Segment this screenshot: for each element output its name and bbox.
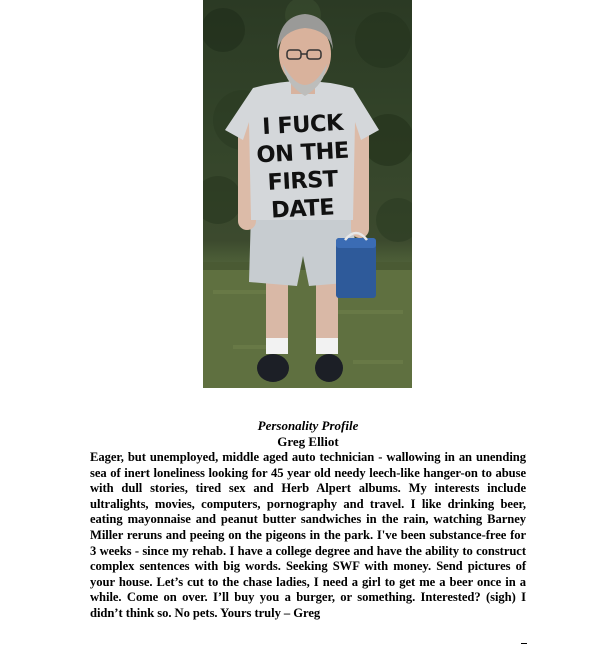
shirt-line-1: I FUCK <box>261 109 344 141</box>
profile-heading: Personality Profile <box>257 418 359 433</box>
personality-profile <box>90 418 526 622</box>
shirt-line-4: DATE <box>270 194 335 224</box>
profile-body: Eager, but unemployed, middle aged auto technician - wallowing in an unending sea of inert loneliness looking for 45 year old needy leech-like hanger-on to abuse with dull stories, tired sex and Herb Alpert albums. My interests include ultralights, movies, computers, pornography and travel. I like drinking beer, eating mayonnaise and peanut butter sandwiches in the rain, watching Barney Miller reruns and peeing on the pigeons in the park. I've been substance-free for 3 weeks - since my rehab. I have a college degree and have the ability to construct complex sentences with big words. Seeking SWF with money. Send pictures of your house. Let’s cut to the chase ladies, I need a girl to get me a beer once in a while. Come on over. I’ll buy you a burger, or something. Interested? (sigh) I didn’t think so. No pets. Yours truly – Greg <box>90 450 526 620</box>
profile-photo <box>203 0 412 388</box>
profile-name: Greg Elliot <box>277 434 339 449</box>
end-mark <box>521 643 527 644</box>
shirt-line-2: ON THE <box>255 137 350 169</box>
shirt-line-3: FIRST <box>266 166 339 196</box>
